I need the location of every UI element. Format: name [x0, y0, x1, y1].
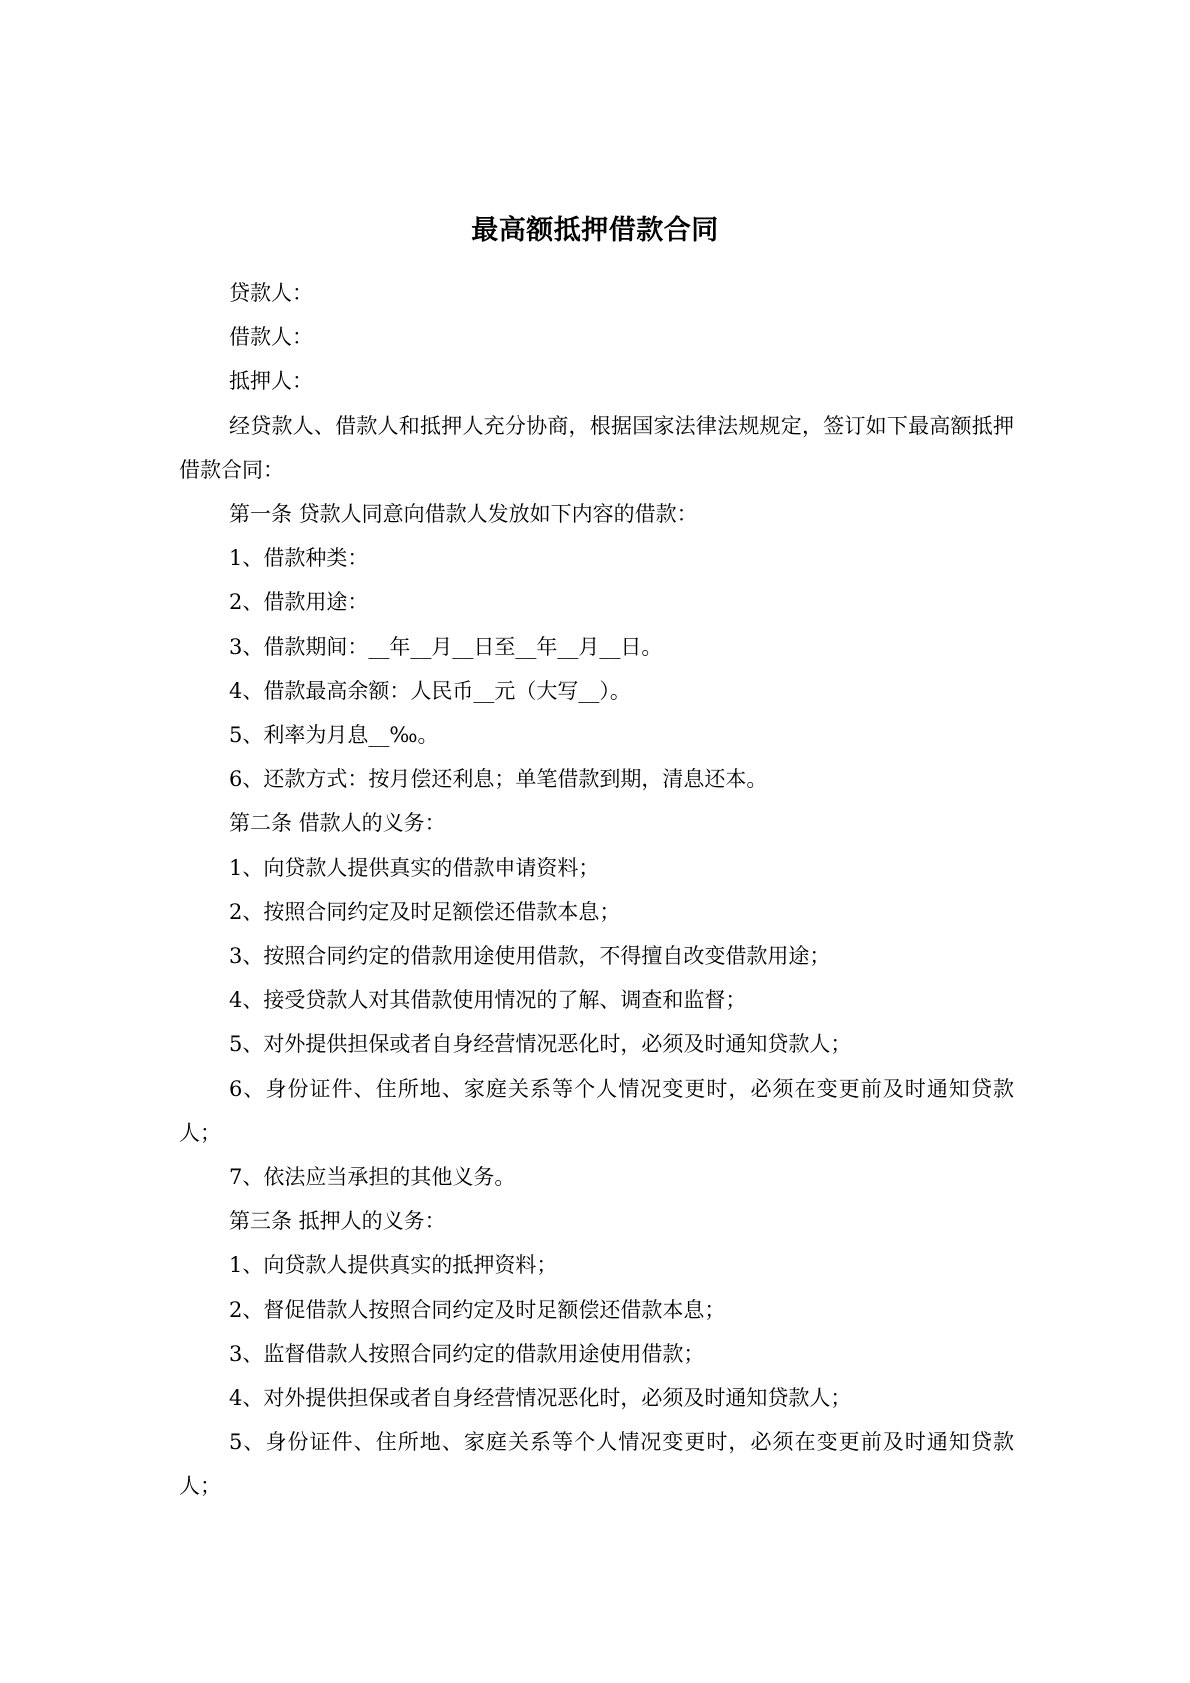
mortgagor-line: 抵押人：: [229, 369, 313, 394]
article-1-heading: 第一条 贷款人同意向借款人发放如下内容的借款：: [229, 502, 698, 527]
lender-line: 贷款人：: [229, 281, 313, 305]
borrower-line: 借款人：: [229, 325, 313, 350]
article-1-item: 4、借款最高余额：人民币__元（大写__）。: [229, 678, 631, 703]
document-body: [179, 271, 1014, 1509]
article-2-item: 6、身份证件、住所地、家庭关系等个人情况变更时，必须在变更前及时通知贷款人；: [179, 1076, 1014, 1145]
article-2-heading: 第二条 借款人的义务：: [229, 811, 446, 836]
article-2-item: 5、对外提供担保或者自身经营情况恶化时，必须及时通知贷款人；: [229, 1032, 852, 1057]
article-1-item: 5、利率为月息__‰。: [229, 723, 439, 748]
article-1-item: 6、还款方式：按月偿还利息；单笔借款到期，清息还本。: [229, 767, 768, 792]
article-3-item: 5、身份证件、住所地、家庭关系等个人情况变更时，必须在变更前及时通知贷款人；: [179, 1430, 1014, 1499]
article-2-item: 7、依法应当承担的其他义务。: [229, 1165, 516, 1190]
article-3-item: 2、督促借款人按照合同约定及时足额偿还借款本息；: [229, 1297, 726, 1322]
article-3-item: 4、对外提供担保或者自身经营情况恶化时，必须及时通知贷款人；: [229, 1386, 852, 1411]
article-2-item: 2、按照合同约定及时足额偿还借款本息；: [229, 899, 621, 924]
preamble-paragraph: 经贷款人、借款人和抵押人充分协商，根据国家法律法规规定，签订如下最高额抵押借款合同：: [179, 413, 1014, 482]
article-1-item: 1、借款种类：: [229, 546, 369, 571]
article-3-item: 1、向贷款人提供真实的抵押资料；: [229, 1253, 558, 1278]
article-1-item: 3、借款期间：__年__月__日至__年__月__日。: [229, 634, 663, 659]
article-3-heading: 第三条 抵押人的义务：: [229, 1209, 446, 1234]
article-1-item: 2、借款用途：: [229, 590, 369, 615]
article-2-item: 1、向贷款人提供真实的借款申请资料；: [229, 855, 600, 880]
article-3-item: 3、监督借款人按照合同约定的借款用途使用借款；: [229, 1341, 705, 1366]
article-2-item: 3、按照合同约定的借款用途使用借款，不得擅自改变借款用途；: [229, 944, 831, 969]
document-title: 最高额抵押借款合同: [471, 215, 719, 246]
article-2-item: 4、接受贷款人对其借款使用情况的了解、调查和监督；: [229, 988, 747, 1013]
